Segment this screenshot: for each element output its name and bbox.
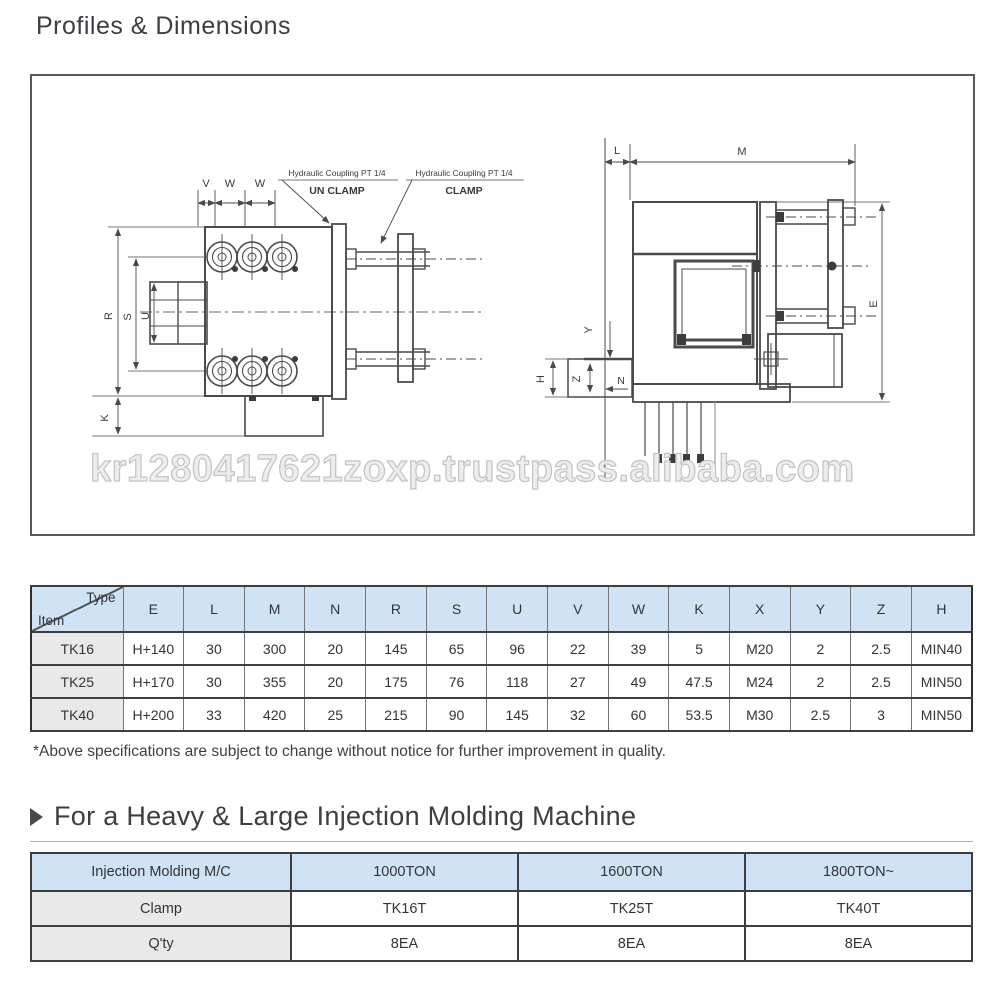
dim-item-cell: TK16	[31, 632, 123, 665]
dim-col-header: L	[184, 586, 245, 632]
machine-table	[30, 852, 973, 962]
dim-cell: 145	[487, 698, 548, 731]
callout-unclamp-line1: Hydraulic Coupling PT 1/4	[288, 168, 386, 178]
dim-label-k: K	[99, 414, 111, 422]
dim-cell: MIN50	[911, 665, 972, 698]
dim-cell: 49	[608, 665, 669, 698]
dim-cell: 33	[184, 698, 245, 731]
technical-drawing	[32, 76, 973, 532]
dim-col-header: M	[244, 586, 305, 632]
dim-table-row	[31, 698, 972, 731]
front-view	[92, 180, 524, 436]
machine-cell: 8EA	[291, 926, 518, 961]
dim-cell: 30	[184, 665, 245, 698]
dim-col-header: V	[547, 586, 608, 632]
dim-label-e: E	[868, 300, 880, 308]
dim-cell: 2.5	[851, 632, 912, 665]
callout-clamp-line1: Hydraulic Coupling PT 1/4	[415, 168, 513, 178]
page-title: Profiles & Dimensions	[36, 12, 292, 40]
dim-cell: 2.5	[790, 698, 851, 731]
callout-clamp-line2: CLAMP	[445, 185, 483, 197]
dim-col-header: W	[608, 586, 669, 632]
dim-corner-cell	[31, 586, 123, 632]
dim-cell: MIN40	[911, 632, 972, 665]
dim-label-z: Z	[571, 375, 583, 383]
dim-label-u: U	[140, 312, 152, 320]
dim-cell: 27	[547, 665, 608, 698]
corner-type-label: Type	[86, 590, 116, 605]
dim-cell: 5	[669, 632, 730, 665]
dim-cell: 39	[608, 632, 669, 665]
dim-cell: 90	[426, 698, 487, 731]
drawing-area	[30, 74, 975, 536]
watermark: kr1280417621zoxp.trustpass.alibaba.com	[90, 448, 855, 490]
dim-cell: 2	[790, 632, 851, 665]
dim-cell: 53.5	[669, 698, 730, 731]
dim-label-m: M	[737, 146, 747, 158]
dim-item-cell: TK40	[31, 698, 123, 731]
machine-col-header: 1600TON	[518, 853, 745, 891]
dim-label-w2: W	[254, 178, 266, 190]
dim-cell: M30	[729, 698, 790, 731]
dim-col-header: X	[729, 586, 790, 632]
dim-cell: 355	[244, 665, 305, 698]
dim-cell: 30	[184, 632, 245, 665]
machine-col-header: 1000TON	[291, 853, 518, 891]
machine-table-row	[31, 926, 972, 961]
dim-cell: 32	[547, 698, 608, 731]
machine-cell: 8EA	[745, 926, 972, 961]
dim-col-header: S	[426, 586, 487, 632]
dim-cell: 76	[426, 665, 487, 698]
dim-cell: 20	[305, 632, 366, 665]
section-heading	[30, 801, 973, 842]
machine-col-header: 1800TON~	[745, 853, 972, 891]
dim-cell: H+200	[123, 698, 184, 731]
machine-row-label: Q'ty	[31, 926, 291, 961]
dim-cell: H+170	[123, 665, 184, 698]
dim-cell: 20	[305, 665, 366, 698]
dimensions-table	[30, 585, 973, 732]
dim-label-v: V	[202, 178, 210, 190]
dim-table-row	[31, 665, 972, 698]
machine-cell: 8EA	[518, 926, 745, 961]
dim-col-header: Y	[790, 586, 851, 632]
dim-col-header: K	[669, 586, 730, 632]
dim-cell: 420	[244, 698, 305, 731]
dim-table-header-row	[31, 586, 972, 632]
dim-label-r: R	[103, 312, 115, 320]
dim-cell: 60	[608, 698, 669, 731]
dim-col-header: N	[305, 586, 366, 632]
dim-cell: 65	[426, 632, 487, 665]
machine-cell: TK16T	[291, 891, 518, 926]
dim-cell: 3	[851, 698, 912, 731]
dim-col-header: R	[366, 586, 427, 632]
dim-cell: 25	[305, 698, 366, 731]
dim-cell: M20	[729, 632, 790, 665]
dim-table-row	[31, 632, 972, 665]
dim-cell: 175	[366, 665, 427, 698]
machine-cell: TK25T	[518, 891, 745, 926]
machine-table-row	[31, 891, 972, 926]
dim-cell: 118	[487, 665, 548, 698]
dim-label-w1: W	[224, 178, 236, 190]
dim-item-cell: TK25	[31, 665, 123, 698]
dim-cell: MIN50	[911, 698, 972, 731]
machine-cell: TK40T	[745, 891, 972, 926]
dim-cell: 96	[487, 632, 548, 665]
footnote: *Above specifications are subject to change without notice for further improvement in quality.	[33, 743, 666, 760]
side-view	[545, 138, 890, 479]
dim-cell: 300	[244, 632, 305, 665]
corner-item-label: Item	[38, 613, 65, 628]
dim-cell: H+140	[123, 632, 184, 665]
machine-table-header-row	[31, 853, 972, 891]
dim-col-header: Z	[851, 586, 912, 632]
dim-col-header: H	[911, 586, 972, 632]
dim-cell: 22	[547, 632, 608, 665]
machine-col-header: Injection Molding M/C	[31, 853, 291, 891]
dim-cell: M24	[729, 665, 790, 698]
dim-col-header: U	[487, 586, 548, 632]
dim-label-s: S	[122, 313, 134, 321]
section-title: For a Heavy & Large Injection Molding Machine	[54, 801, 637, 831]
dim-cell: 2	[790, 665, 851, 698]
dim-cell: 145	[366, 632, 427, 665]
dim-label-l: L	[613, 145, 621, 157]
dim-cell: 2.5	[851, 665, 912, 698]
dim-label-h: H	[535, 375, 547, 383]
callout-unclamp-line2: UN CLAMP	[309, 185, 365, 197]
machine-row-label: Clamp	[31, 891, 291, 926]
dim-label-n: N	[617, 375, 625, 387]
dim-col-header: E	[123, 586, 184, 632]
dim-cell: 215	[366, 698, 427, 731]
dim-cell: 47.5	[669, 665, 730, 698]
dim-label-y: Y	[583, 326, 595, 334]
triangle-bullet-icon	[30, 808, 43, 826]
